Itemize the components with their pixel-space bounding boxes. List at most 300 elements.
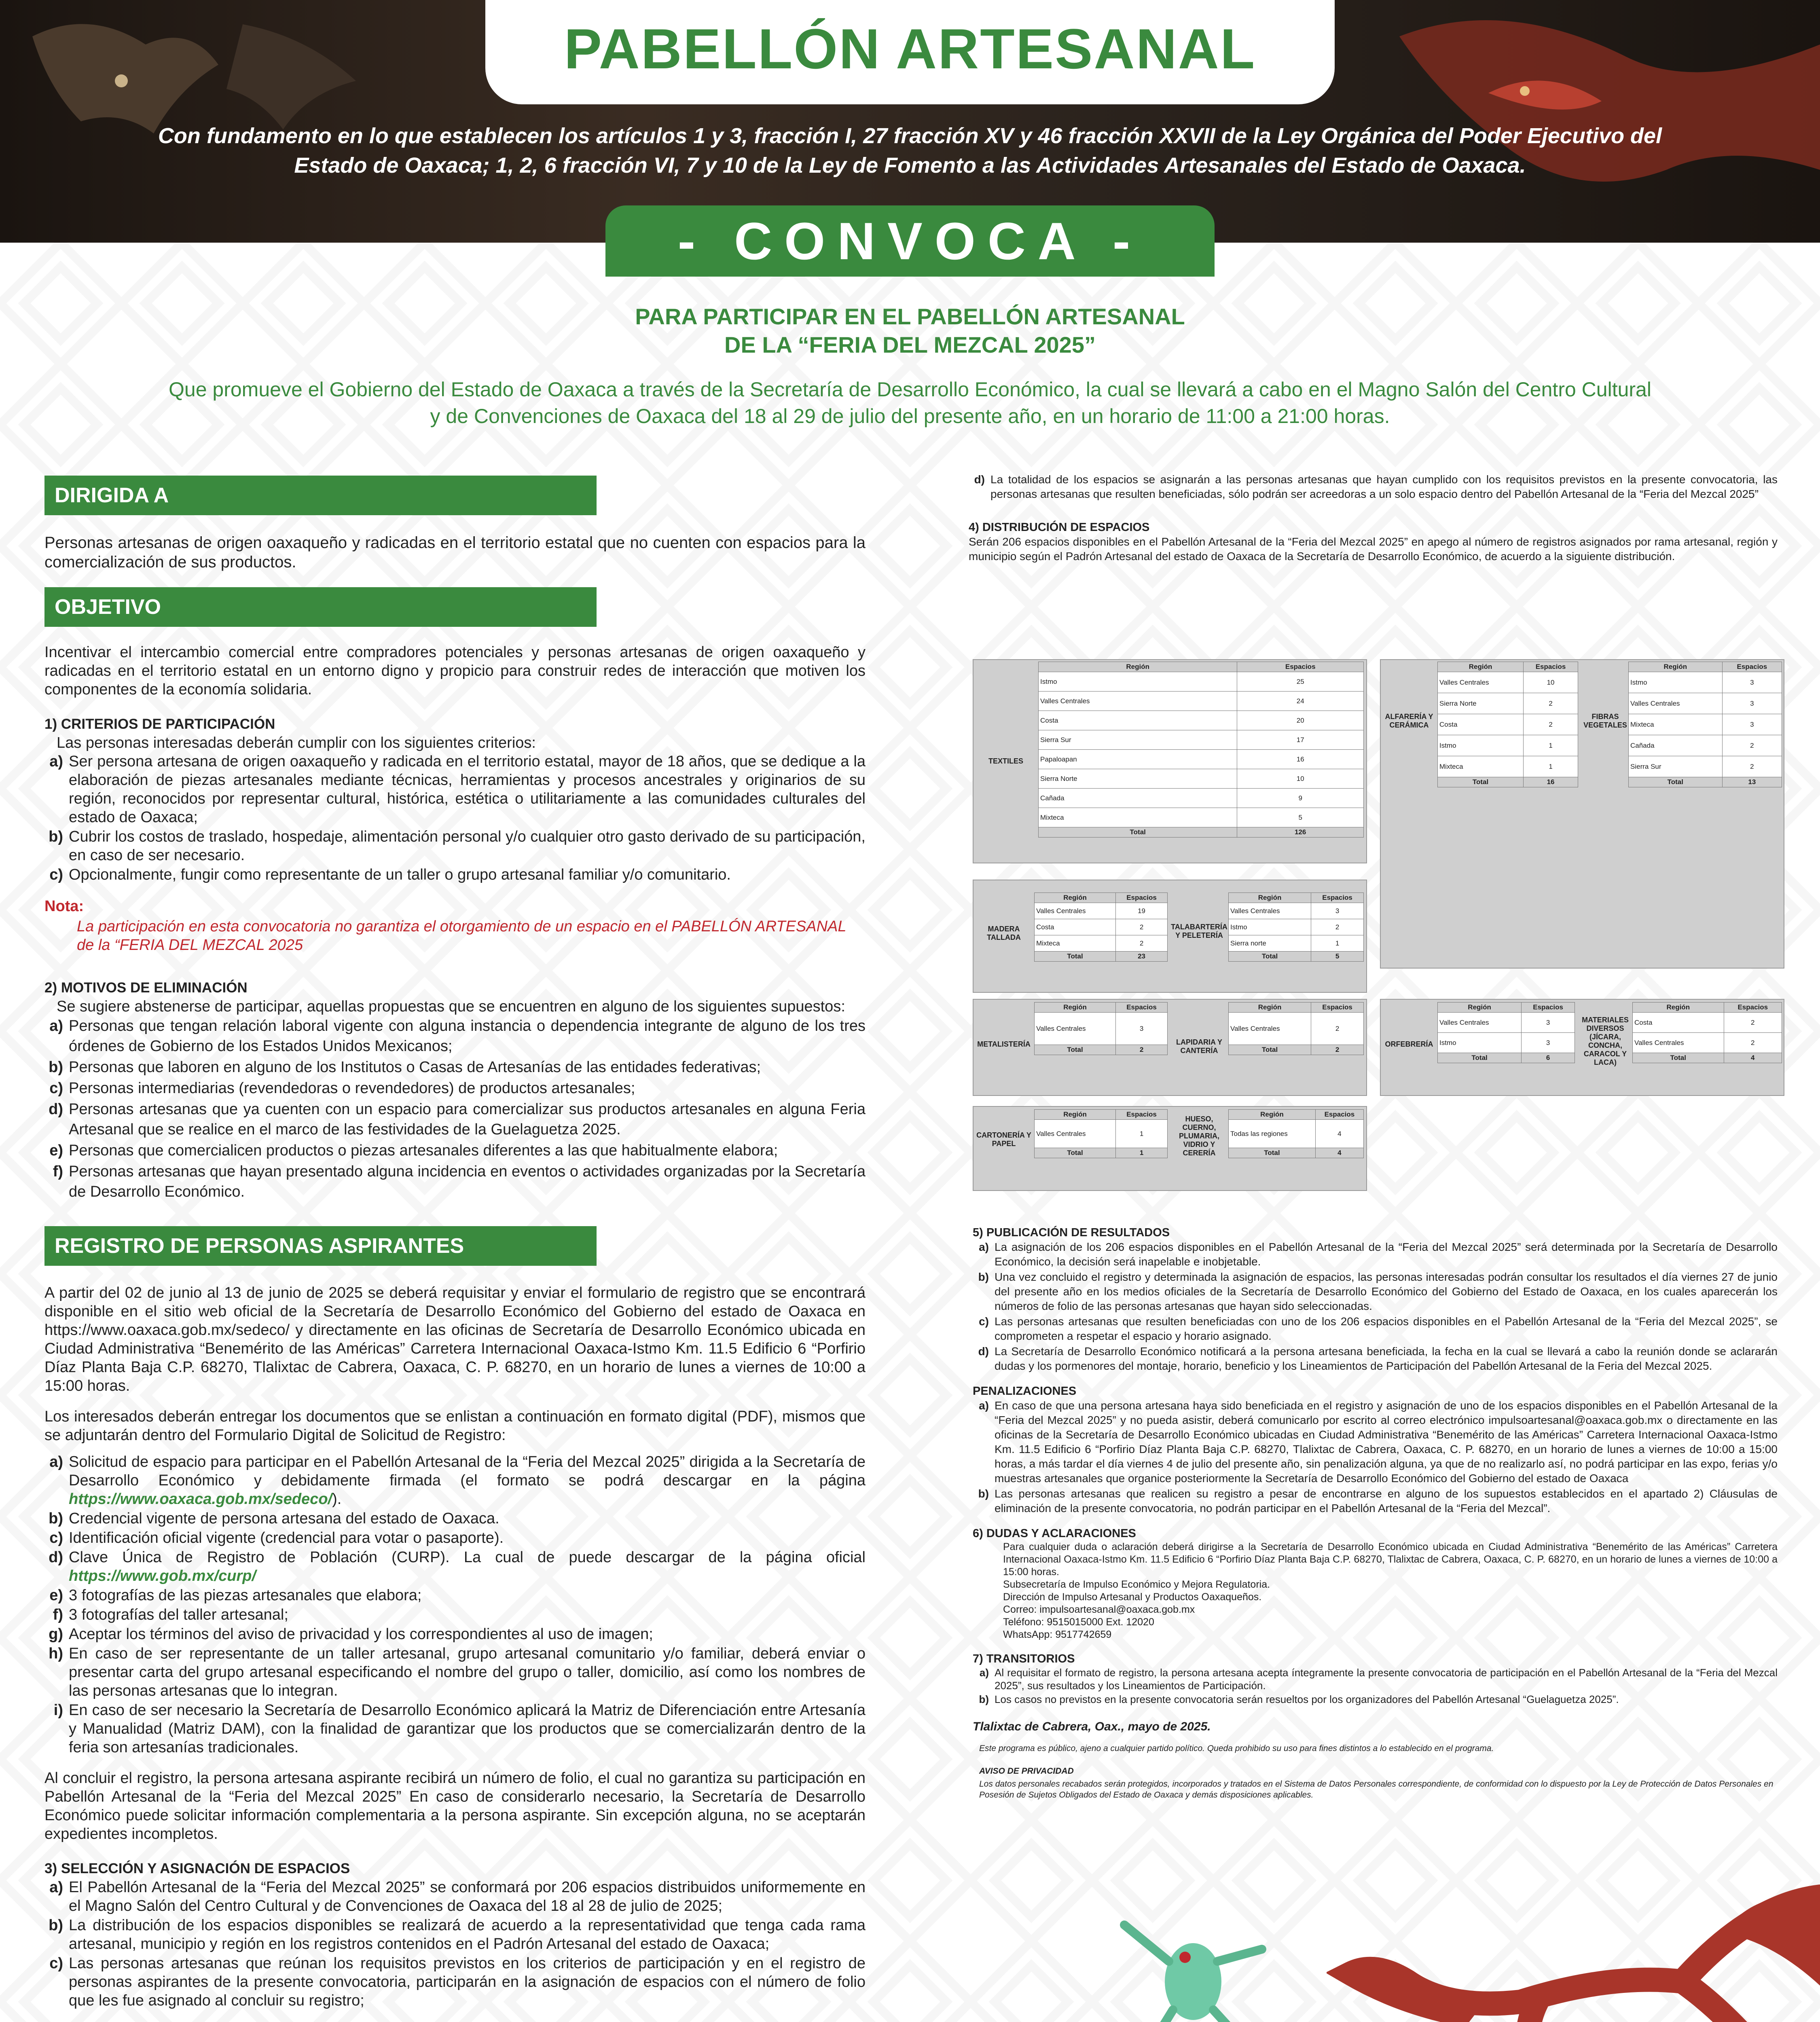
publicacion-text <box>995 1314 1778 1343</box>
transitorio-text <box>995 1666 1778 1692</box>
publicacion-text <box>995 1240 1778 1269</box>
penalizacion-text <box>995 1487 1778 1516</box>
transitorio-text-part: Al requisitar el formato de registro, la persona artesana acepta íntegramente la presente convocatoria de participación en el Pabellón Artesanal de la “Feria del Mezcal 2025”, sus resultados y los Lineamientos de Participación. <box>995 1667 1778 1692</box>
subtitle-line-2: DE LA “FERIA DEL MEZCAL 2025” <box>724 332 1096 357</box>
title-tab <box>485 0 1335 104</box>
document-item <box>44 1625 866 1643</box>
legal-foundation: Con fundamento en lo que establecen los artículos 1 y 3, fracción I, 27 fracción XV y 46 fracción XXVII de la Ley Orgánica del Poder Ejecutivo del Estado de Oaxaca; 1, 2, 6 fracción VI, 7 y 10 de la Ley de Fomento a las Actividades Artesanales del Estado de Oaxaca. <box>158 124 1662 178</box>
distribucion-heading: 4) DISTRIBUCIÓN DE ESPACIOS <box>969 521 1150 534</box>
subtitle-line-1: PARA PARTICIPAR EN EL PABELLÓN ARTESANAL <box>635 304 1185 329</box>
criterio-item <box>44 752 866 827</box>
criterio-item <box>44 865 866 884</box>
intro-text: Que promueve el Gobierno del Estado de Oaxaca a través de la Secretaría de Desarrollo Económico, la cual se llevará a cabo en el Magno Salón del Centro Cultural y de Convenciones de Oaxaca del 18 al 29 de julio del presente año, en un horario de 11:00 a 21:00 horas. <box>169 378 1651 427</box>
region-cell: Mixteca <box>1035 935 1116 952</box>
seleccion-d-item <box>969 472 1778 501</box>
table-row <box>1035 1120 1168 1148</box>
region-cell: Mixteca <box>1039 808 1237 827</box>
espacios-cell: 1 <box>1116 1120 1168 1148</box>
registro-text-3: Al concluir el registro, la persona artesana aspirante recibirá un número de folio, el cual no garantiza su participación en Pabellón Artesanal de la “Feria del Mezcal 2025” En caso de considerarlo necesario, la Secretaría de Desarrollo Económico puede solicitar información complementaria a la persona aspirante. Sin excepción alguna, no se aceptarán expedientes incompletos. <box>44 1770 866 1842</box>
total-row <box>1035 1045 1168 1055</box>
textiles-label: TEXTILES <box>988 757 1023 765</box>
motivo-letter: b) <box>49 1059 63 1076</box>
espacios-cell: 24 <box>1237 692 1364 711</box>
document-item <box>44 1548 866 1585</box>
dudas-contacts <box>973 1578 1778 1641</box>
seleccion-d-letter: d) <box>974 473 985 486</box>
region-cell: Sierra Norte <box>1438 693 1524 714</box>
table-row <box>1438 672 1578 693</box>
right-column-top <box>969 472 1778 564</box>
document-text-part: Identificación oficial vigente (credencial para votar o pasaporte). <box>69 1529 504 1546</box>
espacios-cell: 2 <box>1722 735 1782 756</box>
region-header: Región <box>1229 1003 1311 1013</box>
region-header: Región <box>1229 893 1311 903</box>
metalisteria-label: METALISTERÍA <box>977 1040 1031 1048</box>
publicacion-letter: b) <box>978 1271 989 1283</box>
hueso-label: HUESO, CUERNO, PLUMARIA, VIDRIO Y CERERÍA <box>1179 1115 1219 1157</box>
publicacion-item <box>973 1270 1778 1313</box>
total-value: 13 <box>1722 777 1782 787</box>
table-row <box>1229 919 1364 935</box>
alfareria-header-row <box>1438 662 1578 672</box>
seleccion-text <box>69 1954 866 2010</box>
contact-line: Teléfono: 9515015000 Ext. 12020 <box>1003 1616 1154 1628</box>
document-text <box>69 1529 866 1547</box>
region-cell: Cañada <box>1629 735 1723 756</box>
seleccion-list <box>44 1878 866 2010</box>
table-row <box>1438 693 1578 714</box>
motivo-item <box>44 1057 866 1077</box>
document-link[interactable]: https://www.oaxaca.gob.mx/sedeco/ <box>69 1491 332 1508</box>
region-cell: Mixteca <box>1438 756 1524 777</box>
document-text <box>69 1453 866 1508</box>
table-row <box>1629 693 1782 714</box>
table-metalisteria-lapidaria <box>973 999 1367 1096</box>
table-row <box>1633 1013 1782 1033</box>
total-label: Total <box>1035 1148 1116 1158</box>
region-cell: Valles Centrales <box>1438 672 1524 693</box>
espacios-header: Espacios <box>1724 1003 1782 1013</box>
penalizacion-item <box>973 1487 1778 1516</box>
total-row <box>1039 827 1364 838</box>
section-objetivo: OBJETIVO <box>44 587 597 627</box>
total-label: Total <box>1039 827 1237 838</box>
total-value: 16 <box>1524 777 1578 787</box>
total-label: Total <box>1438 1053 1522 1063</box>
dudas-heading: 6) DUDAS Y ACLARACIONES <box>973 1527 1136 1540</box>
table-row <box>1035 1013 1168 1045</box>
document-text-end: ). <box>332 1491 342 1508</box>
region-header: Región <box>1035 893 1116 903</box>
espacios-cell: 10 <box>1237 769 1364 789</box>
region-cell: Valles Centrales <box>1229 1013 1311 1045</box>
espacios-cell: 16 <box>1237 750 1364 769</box>
metalisteria-grid <box>1034 1002 1168 1055</box>
penalizacion-text <box>995 1398 1778 1486</box>
total-value: 2 <box>1311 1045 1364 1055</box>
penalizaciones-heading: PENALIZACIONES <box>973 1385 1077 1398</box>
table-row <box>1039 750 1364 769</box>
region-header: Región <box>1629 662 1723 672</box>
motivo-letter: a) <box>49 1017 63 1034</box>
espacios-header: Espacios <box>1311 1003 1364 1013</box>
espacios-cell: 9 <box>1237 789 1364 808</box>
privacy-heading: AVISO DE PRIVACIDAD <box>979 1766 1074 1776</box>
motivo-text-part: Personas que tengan relación laboral vigente con alguna instancia o dependencia integrante de alguno de los tres órdenes de Gobierno de los Estados Unidos Mexicanos; <box>69 1017 866 1055</box>
document-letter: h) <box>49 1645 63 1662</box>
motivo-text-part: Personas artesanas que hayan presentado alguna incidencia en eventos o actividades organizadas por la Secretaría de Desarrollo Económico. <box>69 1163 866 1200</box>
espacios-cell: 2 <box>1116 935 1168 952</box>
total-value: 6 <box>1522 1053 1575 1063</box>
espacios-header: Espacios <box>1237 662 1364 672</box>
table-row <box>1438 1033 1575 1053</box>
materiales-grid <box>1632 1002 1782 1063</box>
total-value: 1 <box>1116 1148 1168 1158</box>
publicacion-item <box>973 1240 1778 1269</box>
criterios-list <box>44 752 866 884</box>
table-row <box>1035 935 1168 952</box>
transitorio-text <box>995 1693 1778 1706</box>
textiles-grid <box>1038 662 1364 838</box>
publicacion-text-part: Las personas artesanas que resulten beneficiadas con uno de los 206 espacios disponibles en el Pabellón Artesanal de la “Feria del Mezcal 2025”, se comprometen a respetar el espacio y horario asignado. <box>995 1315 1778 1342</box>
motivo-item <box>44 1016 866 1056</box>
region-cell: Sierra norte <box>1229 935 1311 952</box>
region-cell: Costa <box>1035 919 1116 935</box>
nota-label: Nota: <box>44 898 84 915</box>
seleccion-letter: b) <box>49 1917 63 1934</box>
motivo-text <box>69 1099 866 1140</box>
document-letter: d) <box>49 1549 63 1566</box>
espacios-cell: 3 <box>1522 1033 1575 1053</box>
document-item <box>44 1529 866 1547</box>
seleccion-text-part: La distribución de los espacios disponibles se realizará de acuerdo a la representatividad que tenga cada rama artesanal, municipio y región en los registros contenidos en el Padrón Artesanal del estado de Oaxaca; <box>69 1917 866 1952</box>
espacios-cell: 2 <box>1116 919 1168 935</box>
table-row <box>1035 919 1168 935</box>
orfebreria-header-row <box>1438 1003 1575 1013</box>
publicacion-item <box>973 1344 1778 1373</box>
seleccion-d-text <box>990 472 1778 501</box>
criterio-text-part: Ser persona artesana de origen oaxaqueño y radicada en el territorio estatal, mayor de 18 años, que se dedique a la elaboración de piezas artesanales mediante técnicas, herramientas y procesos ancestrales y originarios de su región, reconocidos por representar cultural, histórica, estética o utilitariamente a las comunidades culturales del estado de Oaxaca; <box>69 753 866 826</box>
region-cell: Istmo <box>1629 672 1723 693</box>
espacios-cell: 5 <box>1237 808 1364 827</box>
seleccion-d-text-part: La totalidad de los espacios se asignarán a las personas artesanas que hayan cumplido con los requisitos previstos en la presente convocatoria, las personas artesanas que resulten beneficiadas, sólo podrán ser acreedoras a un solo espacio dentro del Pabellón Artesanal de la “Feria del Mezcal 2025” <box>990 473 1778 500</box>
table-row <box>1039 672 1364 692</box>
alfareria-grid <box>1437 662 1578 787</box>
frog-illustration <box>1108 1901 1278 2022</box>
document-item <box>44 1605 866 1624</box>
region-cell: Sierra Sur <box>1039 730 1237 750</box>
motivo-item <box>44 1161 866 1202</box>
talabarteria-header-row <box>1229 893 1364 903</box>
espacios-cell: 3 <box>1116 1013 1168 1045</box>
publicacion-letter: c) <box>979 1315 989 1328</box>
document-text-part: Aceptar los términos del aviso de privacidad y los correspondientes al uso de imagen; <box>69 1626 653 1643</box>
region-cell: Sierra Sur <box>1629 756 1723 777</box>
total-value: 4 <box>1315 1148 1363 1158</box>
seleccion-text-part: El Pabellón Artesanal de la “Feria del Mezcal 2025” se conformará por 206 espacios distribuidos uniformemente en el Magno Salón del Centro Cultural y de Convenciones de Oaxaca del 18 al 28 de julio de 2025; <box>69 1879 866 1914</box>
penalizacion-item <box>973 1398 1778 1486</box>
total-label: Total <box>1035 1045 1116 1055</box>
region-cell: Valles Centrales <box>1035 903 1116 919</box>
region-cell: Istmo <box>1438 735 1524 756</box>
seleccion-heading: 3) SELECCIÓN Y ASIGNACIÓN DE ESPACIOS <box>44 1861 350 1876</box>
document-item <box>44 1701 866 1757</box>
region-cell: Costa <box>1438 714 1524 735</box>
total-row <box>1229 1148 1364 1158</box>
document-item <box>44 1644 866 1700</box>
total-row <box>1629 777 1782 787</box>
document-letter: c) <box>49 1529 63 1546</box>
penalizacion-text-part: En caso de que una persona artesana haya sido beneficiada en el registro y asignación de uno de los espacios disponibles en el Pabellón Artesanal de la “Feria del Mezcal 2025” y no pueda asistir, deberá comunicarlo por escrito al correo electrónico impulsoartesanal@oaxaca.gob.mx o directamente en las oficinas de la Secretaría de Desarrollo Económico ubicadas en Ciudad Administrativa “Benemérito de las Américas” Carretera Internacional Oaxaca-Istmo Km. 11.5 Edificio 6 “Porfirio Díaz Planta Baja C.P. 68270, Tlalixtac de Cabrera, Oaxaca, C. P. 68270, en un horario de lunes a viernes de 10:00 a 15:00 horas, a más tardar el día viernes 4 de julio del presente año, sin penalización alguna, ya que de no realizarlo así, no podrá participar en las expo, ferias y/o muestras artesanales que organice posteriormente la Secretaría de Desarrollo Económico del Gobierno del estado de Oaxaca <box>995 1399 1778 1485</box>
document-text <box>69 1509 866 1528</box>
privacy-text: Los datos personales recabados serán protegidos, incorporados y tratados en el Sistema de Datos Personales correspondiente, de conformidad con lo dispuesto por la Ley de Protección de Datos Personales en Posesión de Sujetos Obligados del Estado de Oaxaca y demás disposiciones aplicables. <box>979 1779 1773 1800</box>
total-value: 23 <box>1116 952 1168 962</box>
seleccion-letter: a) <box>49 1879 63 1896</box>
seleccion-item-d <box>969 472 1778 501</box>
registro-text-1: A partir del 02 de junio al 13 de junio de 2025 se deberá requisitar y enviar el formulario de registro que se encontrará disponible en el sitio web oficial de la Secretaría de Desarrollo Económico del Gobierno del estado de Oaxaca en https://www.oaxaca.gob.mx/sedeco/ y directamente en las oficinas de Secretaría de Desarrollo Económico ubicada en Ciudad Administrativa “Benemérito de las Américas” Carretera Internacional Oaxaca-Istmo Km. 11.5 Edificio 6 “Porfirio Díaz Planta Baja C.P. 68270, Tlalixtac de Cabrera, Oaxaca, C. P. 68270, en un horario de lunes a viernes de 10:00 a 15:00 horas. <box>44 1284 866 1394</box>
total-label: Total <box>1629 777 1723 787</box>
lapidaria-label: LAPIDARIA Y CANTERÍA <box>1176 1038 1222 1055</box>
document-link[interactable]: https://www.gob.mx/curp/ <box>69 1567 256 1584</box>
red-lizard-illustration <box>1327 1880 1820 2022</box>
penalizacion-letter: a) <box>979 1399 989 1412</box>
motivo-letter: c) <box>49 1080 63 1097</box>
table-orfebreria-materiales <box>1380 999 1784 1096</box>
region-cell: Papaloapan <box>1039 750 1237 769</box>
region-header: Región <box>1035 1003 1116 1013</box>
total-label: Total <box>1633 1053 1724 1063</box>
document-item <box>44 1586 866 1605</box>
document-item <box>44 1509 866 1528</box>
document-letter: g) <box>49 1626 63 1643</box>
espacios-header: Espacios <box>1524 662 1578 672</box>
total-row <box>1035 952 1168 962</box>
espacios-cell: 1 <box>1524 756 1578 777</box>
motivo-text <box>69 1016 866 1056</box>
region-header: Región <box>1438 1003 1522 1013</box>
total-label: Total <box>1229 1148 1316 1158</box>
madera-header-row <box>1035 893 1168 903</box>
espacios-cell: 17 <box>1237 730 1364 750</box>
talabarteria-grid <box>1228 893 1364 962</box>
publicacion-text-part: La Secretaría de Desarrollo Económico notificará a la persona artesana beneficiada, la fecha en la cual se llevará a cabo la reunión donde se aclararán dudas y los pormenores del montaje, horario, beneficio y los Lineamientos de Participación del Pabellón Artesanal de la Feria del Mezcal 2025. <box>995 1345 1778 1372</box>
total-row <box>1438 777 1578 787</box>
transitorio-item <box>973 1666 1778 1692</box>
motivo-text-part: Personas que laboren en alguno de los Institutos o Casas de Artesanías de las entidades federativas; <box>69 1059 761 1076</box>
distribucion-text: Serán 206 espacios disponibles en el Pabellón Artesanal de la “Feria del Mezcal 2025” en apego al número de registros asignados por rama artesanal, región y municipio según el Padrón Artesanal del estado de Oaxaca de la Secretaría de Desarrollo Económico, de acuerdo a la siguiente distribución. <box>969 535 1778 563</box>
contact-line: WhatsApp: 9517742659 <box>1003 1629 1112 1640</box>
transitorio-letter: b) <box>979 1693 989 1705</box>
total-value: 5 <box>1311 952 1364 962</box>
table-row <box>1039 692 1364 711</box>
madera-grid <box>1034 893 1168 962</box>
region-cell: Valles Centrales <box>1633 1033 1724 1053</box>
document-item <box>44 1453 866 1508</box>
table-row <box>1229 1120 1364 1148</box>
table-row <box>1438 756 1578 777</box>
region-cell: Valles Centrales <box>1438 1013 1522 1033</box>
document-text-part: Clave Única de Registro de Población (CURP). La cual de puede descargar de la página oficial <box>69 1549 866 1566</box>
espacios-cell: 2 <box>1724 1033 1782 1053</box>
seleccion-letter: c) <box>49 1955 63 1972</box>
total-value: 126 <box>1237 827 1364 838</box>
table-cartoneria-hueso <box>973 1106 1367 1191</box>
motivo-text <box>69 1057 866 1077</box>
region-cell: Istmo <box>1039 672 1237 692</box>
table-row <box>1629 735 1782 756</box>
transitorios-heading: 7) TRANSITORIOS <box>973 1652 1075 1665</box>
espacios-header: Espacios <box>1311 893 1364 903</box>
motivo-text <box>69 1078 866 1098</box>
espacios-cell: 3 <box>1722 714 1782 735</box>
publicacion-letter: a) <box>979 1241 989 1253</box>
table-alfareria-fibras <box>1380 659 1784 969</box>
document-text <box>69 1548 866 1585</box>
espacios-cell: 1 <box>1524 735 1578 756</box>
seleccion-text <box>69 1878 866 1915</box>
penalizacion-letter: b) <box>978 1487 989 1500</box>
motivo-item <box>44 1099 866 1140</box>
document-text-part: En caso de ser necesario la Secretaría de Desarrollo Económico aplicará la Matriz de Diferenciación entre Artesanía y Manualidad (Matriz DAM), con la finalidad de garantizar que los productos que se comercializarán dentro de la feria son artesanías tradicionales. <box>69 1702 866 1756</box>
region-cell: Valles Centrales <box>1039 692 1237 711</box>
criterio-item <box>44 827 866 865</box>
criterio-text-part: Cubrir los costos de traslado, hospedaje, alimentación personal y/o cualquier otro gasto derivado de su participación, en caso de ser necesario. <box>69 828 866 864</box>
espacios-cell: 25 <box>1237 672 1364 692</box>
publicacion-text-part: La asignación de los 206 espacios disponibles en el Pabellón Artesanal de la “Feria del Mezcal 2025” será determinada por la Secretaría de Desarrollo Económico, la decisión será inapelable e inobjetable. <box>995 1241 1778 1268</box>
motivo-text <box>69 1140 866 1161</box>
transitorios-list <box>973 1666 1778 1706</box>
document-letter: f) <box>53 1606 63 1623</box>
region-cell: Valles Centrales <box>1035 1120 1116 1148</box>
motivos-heading: 2) MOTIVOS DE ELIMINACIÓN <box>44 980 248 996</box>
criterio-text <box>69 827 866 865</box>
table-row <box>1039 730 1364 750</box>
region-cell: Costa <box>1633 1013 1724 1033</box>
seleccion-text <box>69 1916 866 1953</box>
table-row <box>1229 1013 1364 1045</box>
espacios-cell: 2 <box>1722 756 1782 777</box>
total-row <box>1438 1053 1575 1063</box>
criterio-text <box>69 752 866 827</box>
transitorio-letter: a) <box>979 1667 989 1679</box>
metalisteria-header-row <box>1035 1003 1168 1013</box>
publicacion-text <box>995 1344 1778 1373</box>
page-title: PABELLÓN ARTESANAL <box>564 17 1256 80</box>
document-letter: i) <box>53 1702 63 1719</box>
table-row <box>1039 789 1364 808</box>
total-label: Total <box>1438 777 1524 787</box>
total-row <box>1035 1148 1168 1158</box>
objetivo-text: Incentivar el intercambio comercial entre compradores potenciales y personas artesanas de origen oaxaqueño y radicadas en el territorio estatal en un entorno digno y propicio para construir redes de interacción que motiven los componentes de la economía solidaria. <box>44 644 866 698</box>
total-label: Total <box>1229 1045 1311 1055</box>
table-row <box>1039 711 1364 730</box>
region-header: Región <box>1229 1110 1316 1120</box>
seleccion-text-part: Las personas artesanas que reúnan los requisitos previstos en los criterios de participación y en el registro de personas aspirantes de la presente convocatoria, participarán en la asignación de espacios con el número de folio que les fue asignado al concluir su registro; <box>69 1955 866 2009</box>
publicacion-text <box>995 1270 1778 1313</box>
criterio-letter: a) <box>49 753 63 770</box>
document-text <box>69 1605 866 1624</box>
espacios-cell: 3 <box>1722 672 1782 693</box>
region-header: Región <box>1633 1003 1724 1013</box>
motivo-item <box>44 1078 866 1098</box>
publicacion-heading: 5) PUBLICACIÓN DE RESULTADOS <box>973 1226 1170 1239</box>
espacios-cell: 2 <box>1311 1013 1364 1045</box>
table-row <box>1039 769 1364 789</box>
table-row <box>1438 1013 1575 1033</box>
motivo-letter: e) <box>49 1142 63 1159</box>
motivo-letter: d) <box>49 1101 63 1118</box>
document-text-part: Solicitud de espacio para participar en el Pabellón Artesanal de la “Feria del Mezcal 2025” dirigida a la Secretaría de Desarrollo Económico y debidamente firmada (el formato se podrá descargar en la página <box>69 1453 866 1489</box>
seleccion-item <box>44 1878 866 1915</box>
table-row <box>1629 756 1782 777</box>
documents-list <box>44 1453 866 1757</box>
convoca-banner: - CONVOCA - <box>605 205 1215 277</box>
table-row <box>1035 903 1168 919</box>
region-cell: Istmo <box>1229 919 1311 935</box>
table-row <box>1039 808 1364 827</box>
criterio-text-part: Opcionalmente, fungir como representante de un taller o grupo artesanal familiar y/o comunitario. <box>69 866 731 883</box>
region-header: Región <box>1035 1110 1116 1120</box>
region-header: Región <box>1438 662 1524 672</box>
transitorio-text-part: Los casos no previstos en la presente convocatoria serán resueltos por los organizadores del Pabellón Artesanal “Guelaguetza 2025”. <box>995 1693 1619 1705</box>
orfebreria-label: ORFEBRERÍA <box>1385 1040 1433 1048</box>
section-registro: REGISTRO DE PERSONAS ASPIRANTES <box>44 1226 597 1266</box>
document-letter: b) <box>49 1510 63 1527</box>
region-cell: Mixteca <box>1629 714 1723 735</box>
document-text-part: Credencial vigente de persona artesana del estado de Oaxaca. <box>69 1510 499 1527</box>
left-column <box>44 476 866 2011</box>
espacios-cell: 4 <box>1315 1120 1363 1148</box>
penalizacion-text-part: Las personas artesanas que realicen su registro a pesar de encontrarse en alguno de los supuestos establecidos en el apartado 2) Cláusulas de eliminación de la presente convocatoria, no podrán participar en el Pabellón Artesanal de la “Feria del Mezcal”. <box>995 1487 1778 1514</box>
seleccion-item <box>44 1954 866 2010</box>
table-row <box>1629 672 1782 693</box>
hueso-header-row <box>1229 1110 1364 1120</box>
document-text-part: 3 fotografías del taller artesanal; <box>69 1606 288 1623</box>
espacios-header: Espacios <box>1522 1003 1575 1013</box>
dudas-text: Para cualquier duda o aclaración deberá dirigirse a la Secretaría de Desarrollo Económico ubicada en Ciudad Administrativa “Benemérito de las Américas” Carretera Internacional Oaxaca-Istmo Km. 11.5 Edificio 6 “Porfirio Díaz Planta Baja C.P. 68270, Tlalixtac de Cabrera, Oaxaca, C. P. 68270, en un horario de lunes a viernes de 10:00 a 15:00 horas. <box>1003 1541 1778 1578</box>
document-letter: e) <box>49 1587 63 1604</box>
total-label: Total <box>1035 952 1116 962</box>
region-cell: Cañada <box>1039 789 1237 808</box>
seleccion-item <box>44 1916 866 1953</box>
publicacion-letter: d) <box>978 1345 989 1358</box>
program-disclaimer: Este programa es público, ajeno a cualquier partido político. Queda prohibido su uso para fines distintos a lo establecido en el programa. <box>979 1744 1494 1753</box>
total-value: 4 <box>1724 1053 1782 1063</box>
alfareria-label: ALFARERÍA Y CERÁMICA <box>1385 713 1433 729</box>
region-cell: Valles Centrales <box>1035 1013 1116 1045</box>
espacios-cell: 2 <box>1724 1013 1782 1033</box>
publicacion-list <box>973 1240 1778 1373</box>
motivo-item <box>44 1140 866 1161</box>
espacios-header: Espacios <box>1116 1110 1168 1120</box>
total-row <box>1633 1053 1782 1063</box>
subtitle <box>404 302 1416 359</box>
table-row <box>1629 714 1782 735</box>
table-textiles <box>973 659 1367 863</box>
motivo-text <box>69 1161 866 1202</box>
contact-line: Subsecretaría de Impulso Económico y Mejora Regulatoria. <box>1003 1579 1270 1590</box>
total-label: Total <box>1229 952 1311 962</box>
fibras-grid <box>1628 662 1782 787</box>
publicacion-item <box>973 1314 1778 1343</box>
textiles-header-row <box>1039 662 1364 672</box>
espacios-cell: 20 <box>1237 711 1364 730</box>
criterio-letter: c) <box>49 866 63 883</box>
table-madera-talabarteria <box>973 880 1367 993</box>
region-cell: Todas las regiones <box>1229 1120 1316 1148</box>
region-cell: Costa <box>1039 711 1237 730</box>
right-column-bottom <box>973 1225 1778 1800</box>
